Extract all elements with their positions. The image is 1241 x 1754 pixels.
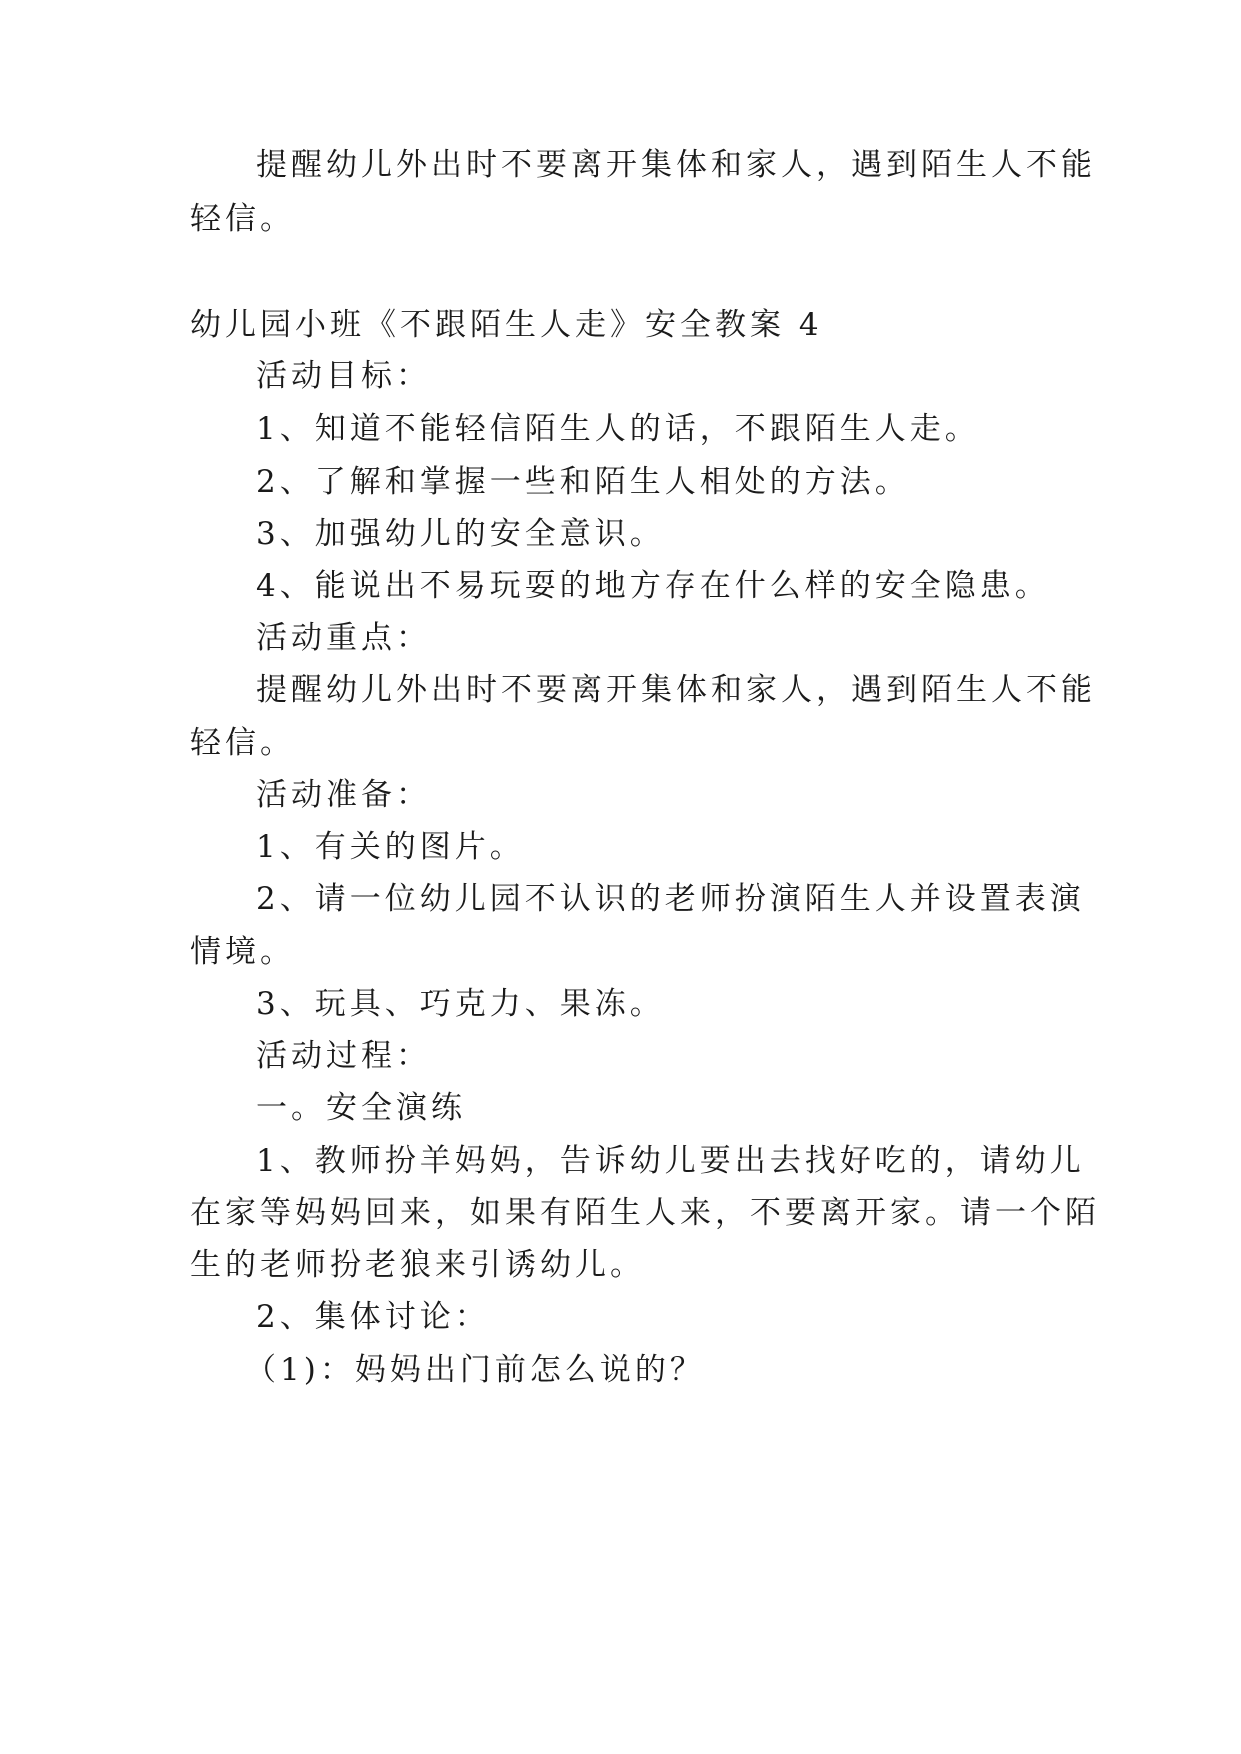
section-title: 幼儿园小班《不跟陌生人走》安全教案 4 (190, 307, 823, 343)
goal-item: 2、了解和掌握一些和陌生人相处的方法。 (256, 464, 910, 500)
step-heading: 一。安全演练 (256, 1090, 466, 1126)
step-item-continued: 在家等妈妈回来，如果有陌生人来，不要离开家。请一个陌 (190, 1195, 1100, 1231)
prep-item: 2、请一位幼儿园不认识的老师扮演陌生人并设置表演 (256, 881, 1085, 917)
process-heading: 活动过程： (256, 1038, 431, 1074)
prep-item: 3、玩具、巧克力、果冻。 (256, 986, 665, 1022)
question-item: （1)：妈妈出门前怎么说的？ (245, 1352, 705, 1388)
paragraph-line: 提醒幼儿外出时不要离开集体和家人，遇到陌生人不能 (256, 147, 1096, 183)
focus-heading: 活动重点： (256, 620, 431, 656)
prep-item-continued: 情境。 (190, 934, 295, 970)
paragraph-line: 提醒幼儿外出时不要离开集体和家人，遇到陌生人不能 (256, 672, 1096, 708)
step-item: 1、教师扮羊妈妈，告诉幼儿要出去找好吃的，请幼儿 (256, 1143, 1085, 1179)
step-item-continued: 生的老师扮老狼来引诱幼儿。 (190, 1247, 645, 1283)
paragraph-line: 轻信。 (190, 725, 295, 761)
prep-item: 1、有关的图片。 (256, 829, 525, 865)
paragraph-line: 轻信。 (190, 201, 295, 237)
goals-heading: 活动目标： (256, 358, 431, 394)
goal-item: 1、知道不能轻信陌生人的话，不跟陌生人走。 (256, 411, 980, 447)
goal-item: 4、能说出不易玩耍的地方存在什么样的安全隐患。 (256, 568, 1050, 604)
goal-item: 3、加强幼儿的安全意识。 (256, 516, 665, 552)
prep-heading: 活动准备： (256, 777, 431, 813)
step-item: 2、集体讨论： (256, 1299, 490, 1335)
